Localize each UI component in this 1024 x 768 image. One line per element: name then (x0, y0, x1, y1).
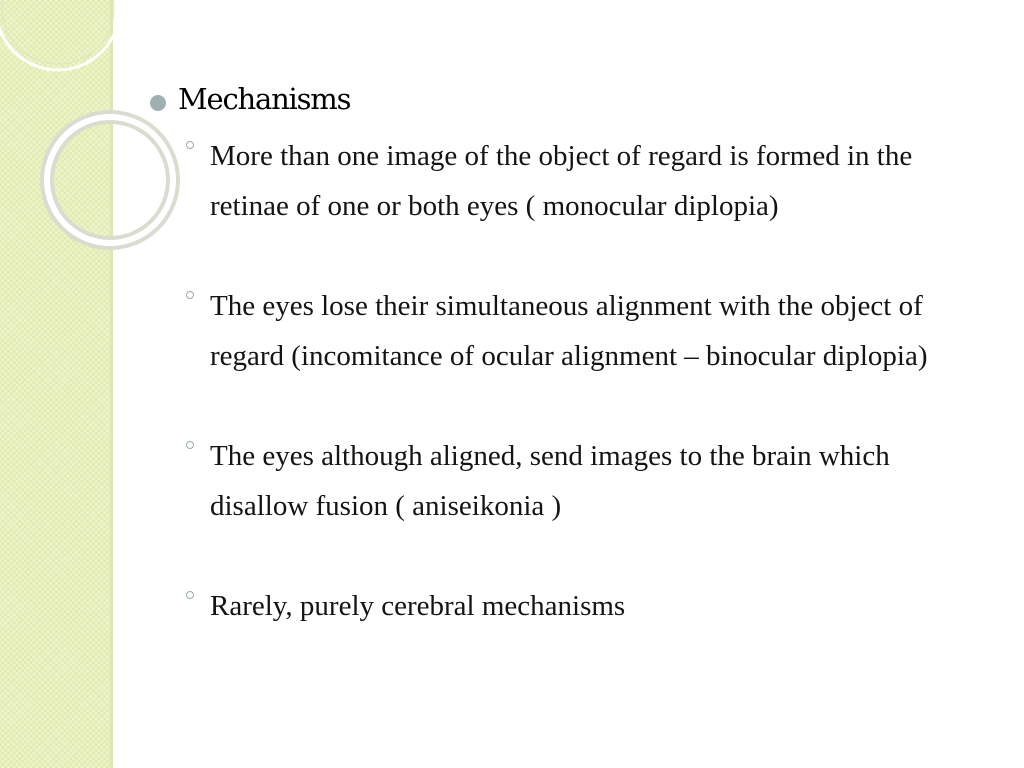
list-item (148, 281, 988, 381)
hollow-bullet-icon (186, 441, 194, 449)
hollow-bullet-icon (186, 291, 194, 299)
bullet-list (148, 131, 988, 631)
decor-ring-top (0, 0, 120, 70)
hollow-bullet-icon (186, 591, 194, 599)
heading-bullet-icon (150, 95, 166, 111)
slide-heading: Mechanisms (178, 82, 351, 116)
list-item (148, 131, 988, 231)
list-item-text: The eyes although aligned, send images to the brain which disallow fusion ( aniseikonia ) (210, 440, 890, 522)
list-item-text: More than one image of the object of regard is formed in the retinae of one or both eyes ( monocular diplopia) (210, 140, 913, 222)
list-item-text: Rarely, purely cerebral mechanisms (210, 590, 626, 622)
list-item (148, 581, 988, 631)
heading-row (148, 78, 988, 130)
list-item-text: The eyes lose their simultaneous alignment with the object of regard (incomitance of ocular alignment – binocular diplopia) (210, 290, 928, 372)
list-item (148, 431, 988, 531)
hollow-bullet-icon (186, 141, 194, 149)
slide-content (148, 78, 988, 631)
